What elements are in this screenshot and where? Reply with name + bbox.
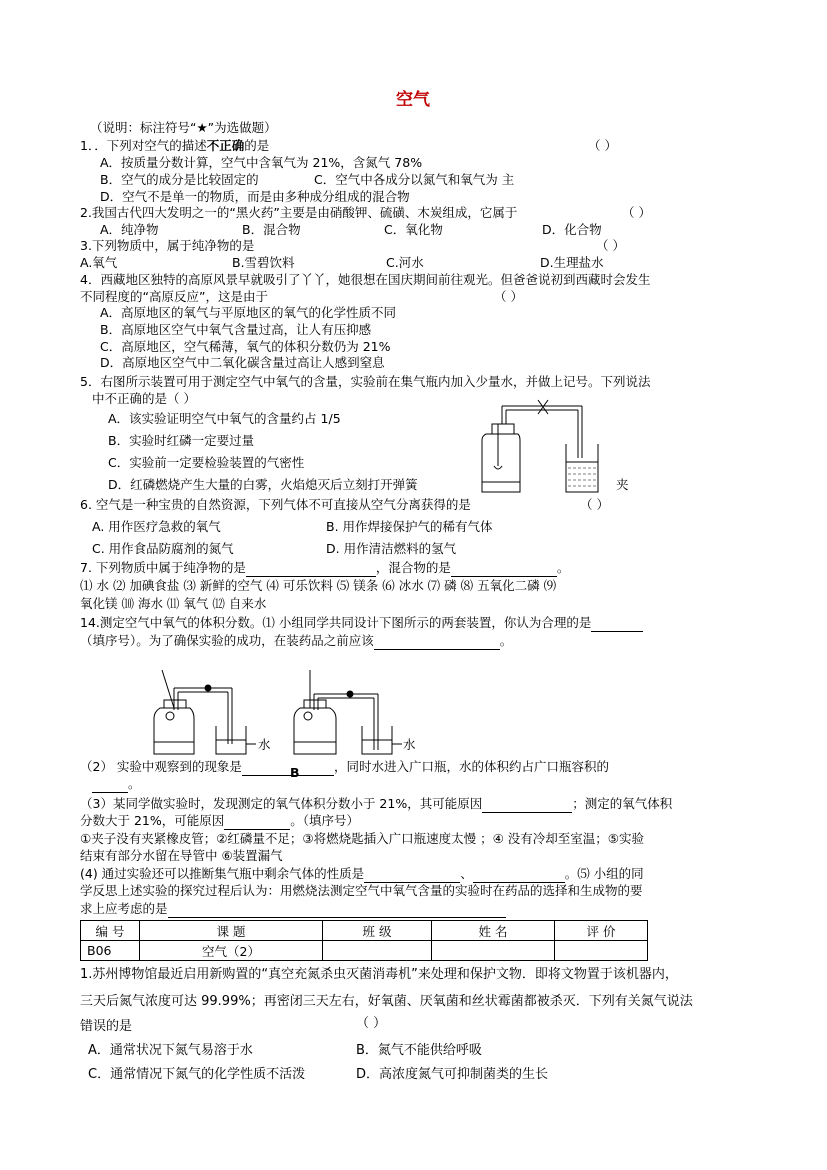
- q4-option-a: A．高原地区的氧气与平原地区的氧气的化学性质不同: [100, 305, 397, 320]
- q4-line2: 不同程度的“高原反应”，这是由于: [80, 289, 268, 304]
- q14-line2: （填序号）。为了确保实验的成功，在装药品之前应该 。: [80, 633, 513, 648]
- q2-option-c: C．氧化物: [384, 222, 443, 237]
- table-cell: 空气（2）: [140, 941, 323, 961]
- q5-option-c: C．实验前一定要检验装置的气密性: [108, 455, 305, 470]
- q3-stem: 3.下列物质中，属于纯净物的是: [80, 238, 255, 253]
- q1-stem: 1．．下列对空气的描述不正确的是: [80, 138, 270, 153]
- q1-option-d: D．空气不是单一的物质，而是由多种成分组成的混合物: [100, 189, 410, 204]
- q14-part5-line1: 学反思上述实验的探究过程后认为：用燃烧法测定空气中氧气含量的实验时在药品的选择和生成物的要: [80, 883, 643, 898]
- q4-line1: 4．西藏地区独特的高原风景早就吸引了丫丫，她很想在国庆期间前往观光。但爸爸说初到西藏时会发生: [80, 272, 651, 287]
- q6-option-c: C. 用作食品防腐剂的氮气: [92, 541, 234, 556]
- table-header-row: [81, 921, 648, 941]
- q14-part2: （2） 实验中观察到的现象是 B ，同时水进入广口瓶，水的体积约占广口瓶容积的: [80, 759, 609, 780]
- q14-label-water-a: 水: [258, 737, 271, 752]
- q1-option-b: B．空气的成分是比较固定的: [100, 172, 259, 187]
- q3-option-b: B.雪碧饮料: [232, 255, 295, 270]
- q5-line1: 5．右图所示装置可用于测定空气中氧气的含量，实验前在集气瓶内加入少量水，并做上记号。下列说法: [80, 374, 651, 389]
- q3-option-d: D.生理盐水: [540, 255, 604, 270]
- q5-option-d-tail: 夹: [616, 477, 629, 492]
- q14-reasons-line2: 结束有部分水留在导管中 ⑥装置漏气: [80, 848, 283, 863]
- q14-part2-blank: 。: [92, 776, 141, 793]
- q1-option-c: C．空气中各成分以氮气和氧气为 主: [314, 172, 515, 187]
- q5-option-d: D．红磷燃烧产生大量的白雾，火焰熄灭后立刻打开弹簧: [108, 477, 418, 492]
- q14-part5-line2: 求上应考虑的是: [80, 901, 506, 918]
- q14-part3-line2: 分数大于 21%，可能原因 。（填序号）: [80, 813, 360, 828]
- table-header-cell: 编 号: [81, 921, 140, 941]
- q6-option-d: D. 用作清洁燃料的氢气: [326, 541, 457, 556]
- q14-part4: (4) 通过实验还可以推断集气瓶中剩余气体的性质是 、 。⑸ 小组的同: [80, 866, 644, 881]
- q3-option-c: C.河水: [386, 255, 424, 270]
- table-cell: [555, 941, 648, 961]
- table-header-cell: 课 题: [140, 921, 323, 941]
- q5-line2: 中不正确的是（ ）: [92, 391, 196, 406]
- q3-option-a: A.氧气: [80, 255, 118, 270]
- q2-1-line3: 错误的是: [80, 1019, 133, 1034]
- table-cell: [432, 941, 555, 961]
- q4-option-c: C．高原地区，空气稀薄，氧气的体积分数仍为 21%: [100, 339, 391, 354]
- q4-option-b: B．高原地区空气中氧气含量过高，让人有压抑感: [100, 322, 372, 337]
- q14-label-water-b: 水: [403, 737, 416, 752]
- q6-stem: 6. 空气是一种宝贵的自然资源，下列气体不可直接从空气分离获得的是: [80, 497, 471, 512]
- q2-1-line2: 三天后氮气浓度可达 99.99%；再密闭三天左右，好氧菌、厌氧菌和丝状霉菌都被杀灭．下列有关氮气说法: [80, 994, 693, 1009]
- q5-option-b: B．实验时红磷一定要过量: [108, 433, 255, 448]
- q2-1-paren: （ ）: [356, 1016, 387, 1031]
- table-header-cell: 姓 名: [432, 921, 555, 941]
- q2-stem: 2.我国古代四大发明之一的“黑火药”主要是由硝酸钾、硫磺、木炭组成，它属于: [80, 205, 518, 220]
- q14-line1: 14.测定空气中氧气的体积分数。⑴ 小组同学共同设计下图所示的两套装置，你认为合理的是: [80, 615, 643, 632]
- table-header-cell: 评 价: [555, 921, 648, 941]
- apparatus-figure-q5: [470, 396, 610, 496]
- q6-option-b: B. 用作焊接保护气的稀有气体: [326, 519, 493, 534]
- table-row: [81, 941, 648, 961]
- table-header-cell: 班 级: [323, 921, 432, 941]
- table-cell: [323, 941, 432, 961]
- q2-1-option-b: B．氮气不能供给呼吸: [356, 1043, 482, 1058]
- q2-1-line1: 1.苏州博物馆最近启用新购置的“真空充氮杀虫灭菌消毒机”来处理和保护文物．即将文物置于该机器内，: [80, 967, 678, 982]
- q4-paren: （ ）: [494, 289, 523, 304]
- table-cell: B06: [81, 941, 140, 961]
- q2-option-b: B．混合物: [242, 222, 301, 237]
- q14-label-b: B: [289, 765, 300, 780]
- q4-option-d: D．高原地区空气中二氧化碳含量过高让人感到窒息: [100, 355, 385, 370]
- q3-paren: （ ）: [596, 238, 625, 253]
- q6-option-a: A. 用作医疗急救的氧气: [92, 519, 221, 534]
- page-title: 空气: [396, 90, 430, 110]
- q7-stem: 7. 下列物质中属于纯净物的是 ，混合物的是 。: [80, 560, 570, 575]
- q5-option-a: A．该实验证明空气中氧气的含量约占 1/5: [108, 411, 341, 426]
- q2-1-option-c: C．通常情况下氮气的化学性质不活泼: [88, 1067, 306, 1082]
- q14-part3-line1: （3）某同学做实验时，发现测定的氧气体积分数小于 21%，其可能原因 ；测定的氧气体积: [80, 796, 673, 811]
- q2-option-a: A．纯净物: [100, 222, 159, 237]
- note: （说明：标注符号“★”为选做题）: [90, 120, 277, 135]
- q7-items-line2: 氧化镁 ⑽ 海水 ⑾ 氧气 ⑿ 自来水: [80, 596, 267, 611]
- q7-items-line1: ⑴ 水 ⑵ 加碘食盐 ⑶ 新鲜的空气 ⑷ 可乐饮料 ⑸ 镁条 ⑹ 冰水 ⑺ 磷 ⑻ 五氧化二磷 ⑼: [80, 578, 557, 593]
- q1-option-a: A．按质量分数计算，空气中含氧气为 21%，含氮气 78%: [100, 155, 423, 170]
- q2-option-d: D．化合物: [542, 222, 602, 237]
- q2-paren: （ ）: [622, 205, 651, 220]
- q6-paren: （ ）: [580, 497, 609, 512]
- q1-paren: （ ）: [588, 138, 617, 153]
- q2-1-option-d: D．高浓度氮气可抑制菌类的生长: [356, 1067, 549, 1082]
- q2-1-option-a: A．通常状况下氮气易溶于水: [88, 1043, 253, 1058]
- q14-reasons-line1: ①夹子没有夹紧橡皮管；②红磷量不足；③将燃烧匙插入广口瓶速度太慢 ；④ 没有冷却至室温；⑤实验: [80, 831, 644, 846]
- info-table: [80, 920, 648, 961]
